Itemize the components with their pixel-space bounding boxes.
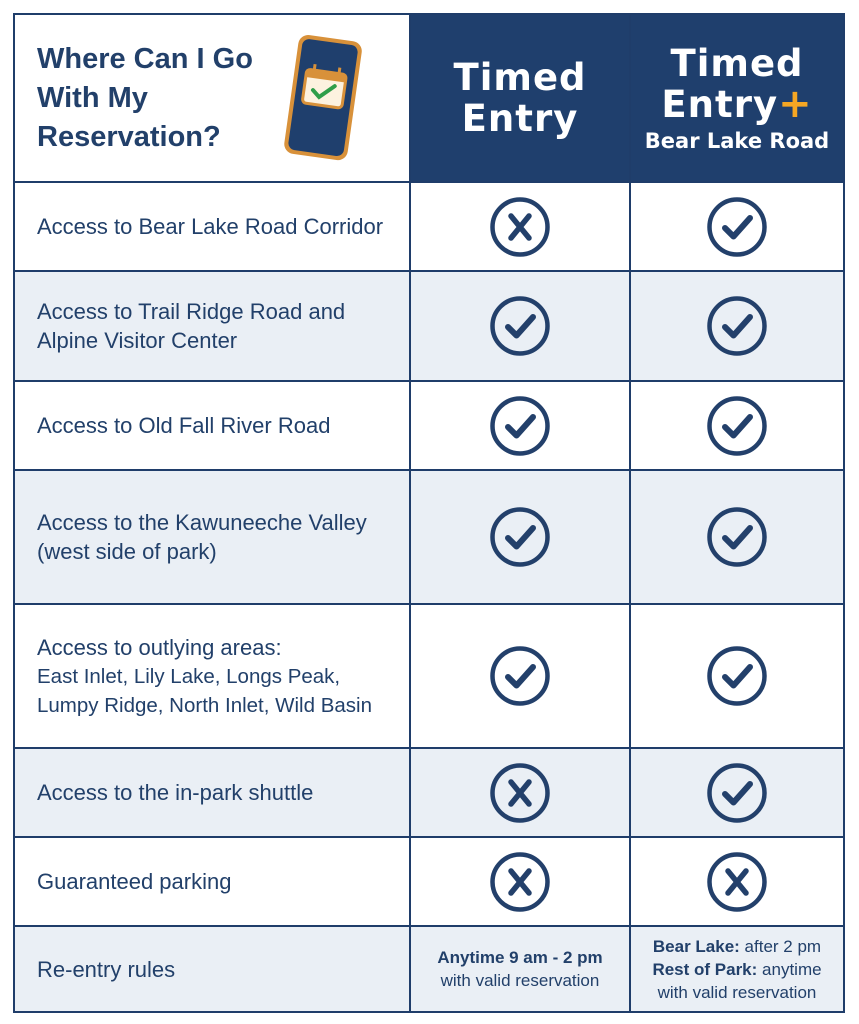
row-label-line2: (west side of park) — [37, 539, 217, 564]
check-circle-icon — [629, 605, 843, 747]
header-col2-subtitle: Bear Lake Road — [644, 129, 830, 153]
reentry-plus-note — [652, 935, 821, 1004]
table-row — [15, 380, 843, 469]
title-cell — [15, 15, 409, 181]
check-circle-icon — [629, 272, 843, 380]
header-col1-line2: Entry — [461, 97, 579, 140]
table-row — [15, 836, 843, 925]
reentry-plus-text2: anytime — [757, 959, 822, 979]
row-label-cell — [15, 838, 409, 925]
row-label-line1: Access to Trail Ridge Road and — [37, 299, 346, 324]
reentry-plus-text3: with valid reservation — [657, 982, 817, 1002]
row-label-cell — [15, 927, 409, 1011]
x-circle-icon — [409, 838, 629, 925]
reservation-access-table — [13, 13, 845, 1013]
page-title — [37, 40, 253, 157]
reentry-timed-entry-note — [437, 946, 602, 992]
x-circle-icon — [629, 838, 843, 925]
row-label-line3: Lumpy Ridge, North Inlet, Wild Basin — [37, 693, 372, 717]
check-circle-icon — [409, 272, 629, 380]
header-timed-entry-plus-title — [661, 43, 812, 125]
title-line-3: Reservation? — [37, 120, 221, 153]
row-label: Guaranteed parking — [37, 869, 232, 894]
table-row — [15, 603, 843, 747]
row-label — [37, 633, 372, 720]
row-label-cell — [15, 471, 409, 603]
table-row — [15, 469, 843, 603]
reentry-plus-bold2: Rest of Park: — [652, 959, 758, 979]
row-label-line1: Access to outlying areas: — [37, 634, 282, 660]
row-label — [37, 297, 345, 355]
check-circle-icon — [629, 183, 843, 270]
check-circle-icon — [629, 471, 843, 603]
header-timed-entry — [409, 15, 629, 181]
table-row — [15, 747, 843, 836]
row-label-line2: Alpine Visitor Center — [37, 328, 238, 353]
title-line-1: Where Can I Go — [37, 42, 253, 75]
row-label-cell — [15, 272, 409, 380]
header-row — [15, 15, 843, 181]
row-label — [37, 508, 367, 566]
title-line-2: With My — [37, 81, 148, 114]
header-col1-line1: Timed — [453, 56, 587, 99]
row-label: Access to Bear Lake Road Corridor — [37, 214, 384, 239]
check-circle-icon — [629, 382, 843, 469]
reentry-timed-entry-plus — [629, 927, 843, 1011]
header-col2-line2: Entry — [661, 83, 779, 126]
x-circle-icon — [409, 749, 629, 836]
x-circle-icon — [409, 183, 629, 270]
plus-icon: + — [778, 81, 813, 127]
table-row — [15, 181, 843, 270]
header-col2-line2-wrap — [661, 81, 813, 127]
row-label-cell — [15, 605, 409, 747]
reentry-timed-entry-text: with valid reservation — [440, 971, 600, 990]
check-circle-icon — [409, 605, 629, 747]
row-label-cell — [15, 749, 409, 836]
table-row — [15, 270, 843, 380]
row-label-line2: East Inlet, Lily Lake, Longs Peak, — [37, 664, 341, 688]
row-label: Access to Old Fall River Road — [37, 413, 331, 438]
reentry-plus-bold1: Bear Lake: — [652, 936, 740, 956]
row-label: Re-entry rules — [37, 956, 176, 982]
reentry-timed-entry — [409, 927, 629, 1011]
row-label-cell — [15, 183, 409, 270]
reentry-plus-text1: after 2 pm — [739, 936, 822, 956]
row-label-cell — [15, 382, 409, 469]
check-circle-icon — [409, 471, 629, 603]
check-circle-icon — [409, 382, 629, 469]
header-timed-entry-plus — [629, 15, 843, 181]
reentry-timed-entry-bold: Anytime 9 am - 2 pm — [437, 948, 603, 967]
header-timed-entry-title — [453, 57, 586, 139]
header-col2-line1: Timed — [670, 42, 804, 85]
row-label-line1: Access to the Kawuneeche Valley — [37, 510, 367, 535]
check-circle-icon — [629, 749, 843, 836]
table-row — [15, 925, 843, 1011]
row-label: Access to the in-park shuttle — [37, 780, 314, 805]
phone-calendar-icon — [281, 32, 371, 169]
